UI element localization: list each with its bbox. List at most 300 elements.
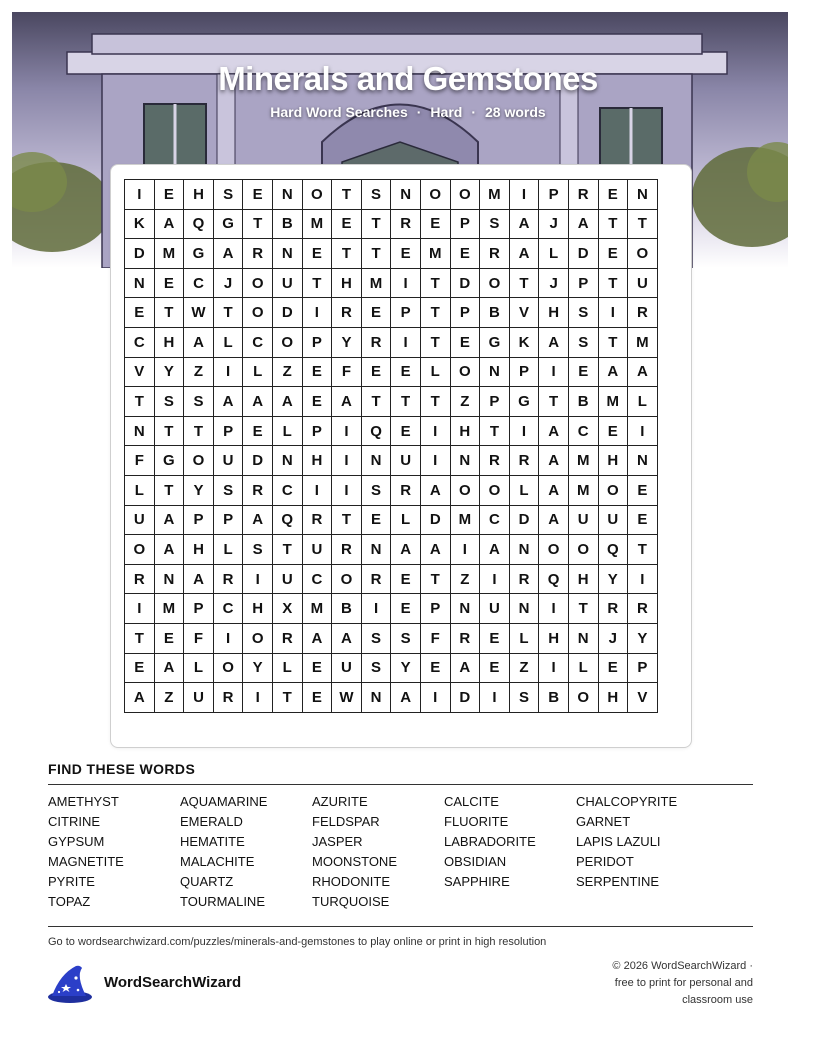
grid-cell[interactable]: H [302,446,332,476]
grid-cell[interactable]: A [125,683,155,713]
grid-cell[interactable]: B [272,209,302,239]
grid-cell[interactable]: A [154,535,184,565]
grid-cell[interactable]: T [243,209,273,239]
grid-cell[interactable]: Z [450,564,480,594]
grid-cell[interactable]: U [391,446,421,476]
grid-cell[interactable]: I [302,475,332,505]
grid-cell[interactable]: T [420,327,450,357]
grid-cell[interactable]: A [420,535,450,565]
grid-cell[interactable]: S [568,327,598,357]
grid-cell[interactable]: M [480,180,510,210]
grid-cell[interactable]: I [332,446,362,476]
grid-cell[interactable]: Z [450,387,480,417]
grid-cell[interactable]: U [272,564,302,594]
grid-cell[interactable]: A [184,327,214,357]
grid-cell[interactable]: I [213,357,243,387]
grid-cell[interactable]: C [272,475,302,505]
grid-cell[interactable]: J [539,209,569,239]
grid-cell[interactable]: D [272,298,302,328]
grid-cell[interactable]: H [539,298,569,328]
grid-cell[interactable]: T [598,268,628,298]
grid-cell[interactable]: L [184,653,214,683]
grid-cell[interactable]: V [628,683,658,713]
grid-cell[interactable]: K [125,209,155,239]
grid-cell[interactable]: O [568,535,598,565]
grid-cell[interactable]: T [125,623,155,653]
grid-cell[interactable]: L [539,239,569,269]
grid-cell[interactable]: Q [272,505,302,535]
grid-cell[interactable]: L [272,653,302,683]
grid-cell[interactable]: T [361,387,391,417]
grid-cell[interactable]: A [628,357,658,387]
grid-cell[interactable]: L [213,327,243,357]
grid-cell[interactable]: U [598,505,628,535]
grid-cell[interactable]: A [539,475,569,505]
grid-cell[interactable]: R [332,535,362,565]
grid-cell[interactable]: E [598,239,628,269]
grid-cell[interactable]: A [154,209,184,239]
grid-cell[interactable]: S [184,387,214,417]
grid-cell[interactable]: D [450,683,480,713]
grid-cell[interactable]: N [509,594,539,624]
grid-cell[interactable]: L [509,475,539,505]
grid-cell[interactable]: O [243,268,273,298]
grid-cell[interactable]: Z [184,357,214,387]
grid-cell[interactable]: A [154,505,184,535]
grid-cell[interactable]: A [450,653,480,683]
grid-cell[interactable]: N [568,623,598,653]
grid-cell[interactable]: R [302,505,332,535]
grid-cell[interactable]: T [420,387,450,417]
grid-cell[interactable]: R [450,623,480,653]
grid-cell[interactable]: I [243,564,273,594]
grid-cell[interactable]: T [628,535,658,565]
grid-cell[interactable]: I [420,446,450,476]
grid-cell[interactable]: A [332,623,362,653]
grid-cell[interactable]: L [125,475,155,505]
grid-cell[interactable]: E [154,180,184,210]
grid-cell[interactable]: G [480,327,510,357]
grid-cell[interactable]: T [361,239,391,269]
grid-cell[interactable]: I [420,416,450,446]
grid-cell[interactable]: N [154,564,184,594]
grid-cell[interactable]: I [480,683,510,713]
grid-cell[interactable]: E [302,357,332,387]
grid-cell[interactable]: A [568,209,598,239]
grid-cell[interactable]: Y [154,357,184,387]
grid-cell[interactable]: E [598,180,628,210]
grid-cell[interactable]: A [391,683,421,713]
grid-cell[interactable]: E [154,268,184,298]
grid-cell[interactable]: A [509,239,539,269]
grid-cell[interactable]: A [184,564,214,594]
grid-cell[interactable]: E [420,653,450,683]
grid-cell[interactable]: L [568,653,598,683]
grid-cell[interactable]: T [154,475,184,505]
grid-cell[interactable]: Q [184,209,214,239]
grid-cell[interactable]: C [125,327,155,357]
grid-cell[interactable]: P [480,387,510,417]
grid-cell[interactable]: I [332,416,362,446]
grid-cell[interactable]: A [480,535,510,565]
grid-cell[interactable]: Z [509,653,539,683]
grid-cell[interactable]: L [272,416,302,446]
grid-cell[interactable]: U [302,535,332,565]
grid-cell[interactable]: N [391,180,421,210]
grid-cell[interactable]: S [391,623,421,653]
grid-cell[interactable]: T [125,387,155,417]
grid-cell[interactable]: J [539,268,569,298]
grid-cell[interactable]: N [628,180,658,210]
grid-cell[interactable]: H [184,180,214,210]
grid-cell[interactable]: S [361,623,391,653]
grid-cell[interactable]: R [332,298,362,328]
grid-cell[interactable]: T [598,327,628,357]
grid-cell[interactable]: O [450,475,480,505]
grid-cell[interactable]: S [213,475,243,505]
grid-cell[interactable]: T [628,209,658,239]
grid-cell[interactable]: R [509,564,539,594]
grid-cell[interactable]: S [361,475,391,505]
grid-cell[interactable]: N [125,268,155,298]
grid-cell[interactable]: O [184,446,214,476]
grid-cell[interactable]: Q [361,416,391,446]
grid-cell[interactable]: N [272,446,302,476]
grid-cell[interactable]: V [125,357,155,387]
grid-cell[interactable]: T [154,416,184,446]
grid-cell[interactable]: F [125,446,155,476]
grid-cell[interactable]: L [420,357,450,387]
grid-cell[interactable]: L [628,387,658,417]
grid-cell[interactable]: W [332,683,362,713]
grid-cell[interactable]: N [361,535,391,565]
grid-cell[interactable]: F [420,623,450,653]
grid-cell[interactable]: P [391,298,421,328]
grid-cell[interactable]: I [539,653,569,683]
grid-cell[interactable]: R [391,209,421,239]
grid-cell[interactable]: T [272,683,302,713]
grid-cell[interactable]: I [509,180,539,210]
grid-cell[interactable]: U [184,683,214,713]
grid-cell[interactable]: P [302,327,332,357]
grid-cell[interactable]: A [539,505,569,535]
grid-cell[interactable]: I [391,327,421,357]
grid-cell[interactable]: O [598,475,628,505]
grid-cell[interactable]: J [213,268,243,298]
grid-cell[interactable]: M [568,446,598,476]
grid-cell[interactable]: O [420,180,450,210]
grid-cell[interactable]: S [213,180,243,210]
grid-cell[interactable]: N [628,446,658,476]
grid-cell[interactable]: E [302,683,332,713]
grid-cell[interactable]: U [628,268,658,298]
grid-cell[interactable]: H [598,446,628,476]
grid-cell[interactable]: Y [391,653,421,683]
grid-cell[interactable]: D [509,505,539,535]
grid-cell[interactable]: T [332,239,362,269]
grid-cell[interactable]: Y [628,623,658,653]
grid-cell[interactable]: R [568,180,598,210]
grid-cell[interactable]: N [450,446,480,476]
grid-cell[interactable]: E [243,180,273,210]
grid-cell[interactable]: U [332,653,362,683]
grid-cell[interactable]: M [302,594,332,624]
grid-cell[interactable]: R [628,298,658,328]
grid-cell[interactable]: A [391,535,421,565]
grid-cell[interactable]: Z [272,357,302,387]
grid-cell[interactable]: I [450,535,480,565]
grid-cell[interactable]: S [480,209,510,239]
grid-cell[interactable]: P [450,298,480,328]
grid-cell[interactable]: M [154,594,184,624]
grid-cell[interactable]: H [332,268,362,298]
grid-cell[interactable]: R [480,239,510,269]
grid-cell[interactable]: Y [598,564,628,594]
grid-cell[interactable]: P [509,357,539,387]
grid-cell[interactable]: E [391,564,421,594]
grid-cell[interactable]: N [125,416,155,446]
grid-cell[interactable]: I [125,594,155,624]
grid-cell[interactable]: R [391,475,421,505]
grid-cell[interactable]: E [598,653,628,683]
grid-cell[interactable]: E [568,357,598,387]
grid-cell[interactable]: U [568,505,598,535]
grid-cell[interactable]: A [598,357,628,387]
grid-cell[interactable]: T [213,298,243,328]
grid-cell[interactable]: I [361,594,391,624]
grid-cell[interactable]: B [332,594,362,624]
grid-cell[interactable]: A [539,416,569,446]
grid-cell[interactable]: G [184,239,214,269]
grid-cell[interactable]: M [302,209,332,239]
grid-cell[interactable]: O [125,535,155,565]
grid-cell[interactable]: R [272,623,302,653]
grid-cell[interactable]: L [391,505,421,535]
grid-cell[interactable]: H [568,564,598,594]
grid-cell[interactable]: S [361,653,391,683]
grid-cell[interactable]: T [332,505,362,535]
grid-cell[interactable]: P [213,505,243,535]
grid-cell[interactable]: I [539,357,569,387]
grid-cell[interactable]: T [568,594,598,624]
grid-cell[interactable]: O [450,180,480,210]
grid-cell[interactable]: T [391,387,421,417]
grid-cell[interactable]: Y [184,475,214,505]
grid-cell[interactable]: S [568,298,598,328]
grid-cell[interactable]: E [480,623,510,653]
grid-cell[interactable]: B [568,387,598,417]
grid-cell[interactable]: E [361,505,391,535]
grid-cell[interactable]: O [302,180,332,210]
grid-cell[interactable]: P [302,416,332,446]
grid-cell[interactable]: A [332,387,362,417]
grid-cell[interactable]: G [154,446,184,476]
grid-cell[interactable]: R [243,239,273,269]
grid-cell[interactable]: O [272,327,302,357]
grid-cell[interactable]: R [361,564,391,594]
grid-cell[interactable]: I [243,683,273,713]
grid-cell[interactable]: I [125,180,155,210]
grid-cell[interactable]: O [568,683,598,713]
grid-cell[interactable]: N [361,683,391,713]
grid-cell[interactable]: R [598,594,628,624]
grid-cell[interactable]: I [302,298,332,328]
grid-cell[interactable]: T [361,209,391,239]
grid-cell[interactable]: O [243,623,273,653]
grid-cell[interactable]: C [480,505,510,535]
grid-cell[interactable]: H [154,327,184,357]
grid-cell[interactable]: I [628,416,658,446]
grid-cell[interactable]: T [420,298,450,328]
grid-cell[interactable]: P [450,209,480,239]
grid-cell[interactable]: A [213,387,243,417]
grid-cell[interactable]: K [509,327,539,357]
grid-cell[interactable]: S [154,387,184,417]
grid-cell[interactable]: S [509,683,539,713]
grid-cell[interactable]: P [184,505,214,535]
grid-cell[interactable]: O [480,268,510,298]
grid-cell[interactable]: G [213,209,243,239]
grid-cell[interactable]: A [154,653,184,683]
grid-cell[interactable]: S [243,535,273,565]
grid-cell[interactable]: F [184,623,214,653]
grid-cell[interactable]: W [184,298,214,328]
grid-cell[interactable]: P [539,180,569,210]
grid-cell[interactable]: R [509,446,539,476]
grid-cell[interactable]: E [361,357,391,387]
grid-cell[interactable]: N [272,180,302,210]
grid-cell[interactable]: R [213,564,243,594]
grid-cell[interactable]: Y [243,653,273,683]
grid-cell[interactable]: L [509,623,539,653]
grid-cell[interactable]: T [154,298,184,328]
grid-cell[interactable]: M [361,268,391,298]
grid-cell[interactable]: E [302,653,332,683]
grid-cell[interactable]: E [598,416,628,446]
grid-cell[interactable]: E [628,475,658,505]
grid-cell[interactable]: F [332,357,362,387]
grid-cell[interactable]: T [598,209,628,239]
grid-cell[interactable]: R [213,683,243,713]
grid-cell[interactable]: H [184,535,214,565]
grid-cell[interactable]: E [125,653,155,683]
grid-cell[interactable]: I [628,564,658,594]
grid-cell[interactable]: A [243,387,273,417]
grid-cell[interactable]: N [509,535,539,565]
grid-cell[interactable]: R [361,327,391,357]
grid-cell[interactable]: G [509,387,539,417]
grid-cell[interactable]: D [450,268,480,298]
grid-cell[interactable]: T [420,268,450,298]
grid-cell[interactable]: T [302,268,332,298]
grid-cell[interactable]: E [450,327,480,357]
grid-cell[interactable]: O [213,653,243,683]
grid-cell[interactable]: N [361,446,391,476]
grid-cell[interactable]: E [391,357,421,387]
grid-cell[interactable]: E [628,505,658,535]
grid-cell[interactable]: U [213,446,243,476]
grid-cell[interactable]: T [420,564,450,594]
grid-cell[interactable]: Q [539,564,569,594]
grid-cell[interactable]: E [450,239,480,269]
grid-cell[interactable]: A [243,505,273,535]
grid-cell[interactable]: O [332,564,362,594]
grid-cell[interactable]: S [361,180,391,210]
grid-cell[interactable]: O [480,475,510,505]
grid-cell[interactable]: A [213,239,243,269]
grid-cell[interactable]: I [213,623,243,653]
grid-cell[interactable]: I [598,298,628,328]
grid-cell[interactable]: E [154,623,184,653]
grid-cell[interactable]: C [243,327,273,357]
grid-cell[interactable]: U [272,268,302,298]
grid-cell[interactable]: D [125,239,155,269]
grid-cell[interactable]: Y [332,327,362,357]
grid-cell[interactable]: Z [154,683,184,713]
grid-cell[interactable]: R [480,446,510,476]
grid-cell[interactable]: L [213,535,243,565]
grid-cell[interactable]: H [243,594,273,624]
grid-cell[interactable]: B [539,683,569,713]
grid-cell[interactable]: R [125,564,155,594]
grid-cell[interactable]: I [391,268,421,298]
grid-cell[interactable]: T [539,387,569,417]
grid-cell[interactable]: I [332,475,362,505]
grid-cell[interactable]: C [302,564,332,594]
grid-cell[interactable]: N [480,357,510,387]
grid-cell[interactable]: P [420,594,450,624]
grid-cell[interactable]: D [568,239,598,269]
grid-cell[interactable]: E [420,209,450,239]
grid-cell[interactable]: R [628,594,658,624]
grid-cell[interactable]: M [420,239,450,269]
grid-cell[interactable]: T [509,268,539,298]
grid-cell[interactable]: O [450,357,480,387]
grid-cell[interactable]: D [243,446,273,476]
grid-cell[interactable]: U [480,594,510,624]
grid-cell[interactable]: M [450,505,480,535]
grid-cell[interactable]: E [361,298,391,328]
grid-cell[interactable]: V [509,298,539,328]
grid-cell[interactable]: O [539,535,569,565]
grid-cell[interactable]: H [450,416,480,446]
grid-cell[interactable]: C [213,594,243,624]
grid-cell[interactable]: A [539,446,569,476]
grid-cell[interactable]: Q [598,535,628,565]
grid-cell[interactable]: A [509,209,539,239]
grid-cell[interactable]: X [272,594,302,624]
grid-cell[interactable]: P [568,268,598,298]
grid-cell[interactable]: O [243,298,273,328]
grid-cell[interactable]: B [480,298,510,328]
grid-cell[interactable]: A [272,387,302,417]
grid-cell[interactable]: P [628,653,658,683]
grid-cell[interactable]: E [480,653,510,683]
grid-cell[interactable]: A [302,623,332,653]
grid-cell[interactable]: I [480,564,510,594]
grid-cell[interactable]: E [125,298,155,328]
grid-cell[interactable]: N [272,239,302,269]
grid-cell[interactable]: E [302,387,332,417]
grid-cell[interactable]: T [184,416,214,446]
grid-cell[interactable]: H [539,623,569,653]
grid-cell[interactable]: I [539,594,569,624]
grid-cell[interactable]: C [184,268,214,298]
grid-cell[interactable]: R [243,475,273,505]
grid-cell[interactable]: M [154,239,184,269]
grid-cell[interactable]: L [243,357,273,387]
grid-cell[interactable]: T [480,416,510,446]
